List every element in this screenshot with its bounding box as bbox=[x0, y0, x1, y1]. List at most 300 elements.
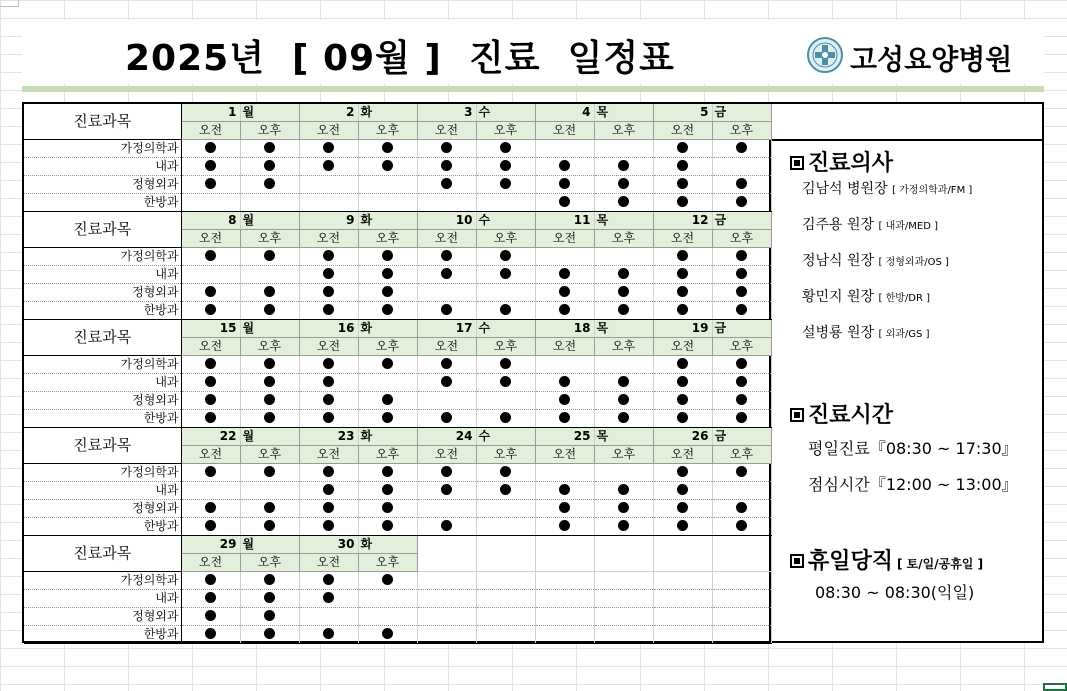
schedule-cell bbox=[653, 464, 712, 482]
schedule-cell bbox=[712, 158, 771, 176]
schedule-cell bbox=[653, 302, 712, 320]
schedule-cell bbox=[240, 572, 299, 590]
available-dot-icon bbox=[618, 376, 629, 387]
sheet-corner[interactable] bbox=[0, 0, 19, 7]
schedule-cell bbox=[181, 194, 240, 212]
schedule-cell bbox=[476, 284, 535, 302]
day-of-week: 금 bbox=[712, 104, 771, 122]
schedule-cell bbox=[181, 374, 240, 392]
available-dot-icon bbox=[205, 610, 216, 621]
available-dot-icon bbox=[500, 160, 511, 171]
schedule-cell bbox=[417, 284, 476, 302]
available-dot-icon bbox=[205, 142, 216, 153]
available-dot-icon bbox=[618, 484, 629, 495]
schedule-cell bbox=[535, 302, 594, 320]
day-number: 19 bbox=[653, 320, 712, 338]
day-number: 17 bbox=[417, 320, 476, 338]
schedule-cell bbox=[594, 284, 653, 302]
schedule-cell bbox=[476, 266, 535, 284]
schedule-cell bbox=[417, 266, 476, 284]
available-dot-icon bbox=[559, 304, 570, 315]
available-dot-icon bbox=[677, 286, 688, 297]
schedule-cell bbox=[476, 626, 535, 644]
schedule-cell bbox=[535, 194, 594, 212]
schedule-cell bbox=[299, 356, 358, 374]
doctor-dept: [ 한방/DR ] bbox=[878, 293, 931, 304]
subject-label: 정형외과 bbox=[24, 284, 181, 302]
afternoon-label: 오후 bbox=[594, 230, 653, 248]
available-dot-icon bbox=[205, 502, 216, 513]
available-dot-icon bbox=[205, 592, 216, 603]
schedule-cell bbox=[358, 356, 417, 374]
schedule-cell bbox=[358, 374, 417, 392]
afternoon-label: 오후 bbox=[712, 122, 771, 140]
available-dot-icon bbox=[264, 610, 275, 621]
afternoon-label: 오후 bbox=[358, 338, 417, 356]
schedule-cell bbox=[358, 176, 417, 194]
schedule-cell bbox=[299, 374, 358, 392]
schedule-cell bbox=[240, 140, 299, 158]
available-dot-icon bbox=[264, 466, 275, 477]
available-dot-icon bbox=[323, 466, 334, 477]
schedule-cell bbox=[476, 158, 535, 176]
schedule-cell bbox=[299, 608, 358, 626]
available-dot-icon bbox=[677, 394, 688, 405]
available-dot-icon bbox=[736, 502, 747, 513]
schedule-cell bbox=[594, 356, 653, 374]
schedule-cell bbox=[594, 392, 653, 410]
subject-label: 가정의학과 bbox=[24, 248, 181, 266]
available-dot-icon bbox=[677, 304, 688, 315]
cell-cursor[interactable] bbox=[1043, 683, 1067, 691]
subject-label: 가정의학과 bbox=[24, 356, 181, 374]
subject-label: 정형외과 bbox=[24, 176, 181, 194]
schedule-cell bbox=[417, 248, 476, 266]
empty-cell bbox=[712, 536, 771, 554]
schedule-cell bbox=[712, 266, 771, 284]
subject-header: 진료과목 bbox=[24, 320, 181, 356]
subject-label: 내과 bbox=[24, 374, 181, 392]
schedule-cell bbox=[535, 410, 594, 428]
available-dot-icon bbox=[736, 376, 747, 387]
schedule-cell bbox=[181, 626, 240, 644]
available-dot-icon bbox=[205, 304, 216, 315]
schedule-cell bbox=[712, 464, 771, 482]
schedule-cell bbox=[358, 284, 417, 302]
schedule-cell bbox=[181, 482, 240, 500]
schedule-cell bbox=[712, 410, 771, 428]
schedule-cell bbox=[653, 194, 712, 212]
schedule-cell bbox=[535, 392, 594, 410]
morning-label: 오전 bbox=[417, 446, 476, 464]
afternoon-label: 오후 bbox=[240, 338, 299, 356]
day-number: 23 bbox=[299, 428, 358, 446]
schedule-cell bbox=[181, 284, 240, 302]
available-dot-icon bbox=[441, 358, 452, 369]
available-dot-icon bbox=[736, 178, 747, 189]
available-dot-icon bbox=[677, 178, 688, 189]
schedule-cell bbox=[712, 140, 771, 158]
lunch-hours: 점심시간『12:00 ~ 13:00』 bbox=[808, 475, 1018, 494]
schedule-cell bbox=[417, 176, 476, 194]
available-dot-icon bbox=[441, 304, 452, 315]
schedule-cell bbox=[299, 482, 358, 500]
available-dot-icon bbox=[559, 502, 570, 513]
available-dot-icon bbox=[323, 484, 334, 495]
doctor-dept: [ 내과/MED ] bbox=[878, 221, 939, 232]
day-number: 5 bbox=[653, 104, 712, 122]
morning-label: 오전 bbox=[417, 338, 476, 356]
schedule-cell bbox=[535, 176, 594, 194]
available-dot-icon bbox=[677, 502, 688, 513]
schedule-cell bbox=[181, 410, 240, 428]
doctor-entry bbox=[802, 322, 929, 342]
available-dot-icon bbox=[677, 160, 688, 171]
week-table bbox=[24, 212, 772, 320]
empty-cell bbox=[476, 554, 535, 572]
available-dot-icon bbox=[382, 358, 393, 369]
day-number: 11 bbox=[535, 212, 594, 230]
schedule-cell bbox=[476, 464, 535, 482]
available-dot-icon bbox=[323, 628, 334, 639]
subject-label: 한방과 bbox=[24, 302, 181, 320]
afternoon-label: 오후 bbox=[594, 338, 653, 356]
schedule-cell bbox=[417, 518, 476, 536]
empty-cell bbox=[653, 536, 712, 554]
available-dot-icon bbox=[382, 520, 393, 531]
schedule-cell bbox=[417, 140, 476, 158]
schedule-cell bbox=[712, 284, 771, 302]
schedule-cell bbox=[712, 302, 771, 320]
morning-label: 오전 bbox=[417, 230, 476, 248]
schedule-cell bbox=[358, 410, 417, 428]
day-of-week: 금 bbox=[712, 212, 771, 230]
schedule-cell bbox=[712, 518, 771, 536]
schedule-cell bbox=[358, 518, 417, 536]
schedule-cell bbox=[299, 572, 358, 590]
schedule-cell bbox=[712, 194, 771, 212]
schedule-cell bbox=[358, 302, 417, 320]
available-dot-icon bbox=[323, 376, 334, 387]
schedule-cell bbox=[417, 392, 476, 410]
schedule-cell bbox=[240, 176, 299, 194]
week-table bbox=[24, 428, 772, 536]
morning-label: 오전 bbox=[535, 122, 594, 140]
available-dot-icon bbox=[264, 628, 275, 639]
available-dot-icon bbox=[382, 502, 393, 513]
day-number: 9 bbox=[299, 212, 358, 230]
available-dot-icon bbox=[205, 358, 216, 369]
weekday-hours: 평일진료『08:30 ~ 17:30』 bbox=[808, 439, 1018, 458]
schedule-cell bbox=[181, 266, 240, 284]
schedule-cell bbox=[535, 266, 594, 284]
afternoon-label: 오후 bbox=[712, 338, 771, 356]
available-dot-icon bbox=[441, 142, 452, 153]
schedule-cell bbox=[535, 140, 594, 158]
available-dot-icon bbox=[677, 376, 688, 387]
subject-label: 내과 bbox=[24, 590, 181, 608]
schedule-cell bbox=[653, 482, 712, 500]
day-of-week: 목 bbox=[594, 320, 653, 338]
schedule-cell bbox=[240, 302, 299, 320]
schedule-cell bbox=[240, 590, 299, 608]
available-dot-icon bbox=[382, 286, 393, 297]
morning-label: 오전 bbox=[535, 446, 594, 464]
schedule-cell bbox=[535, 590, 594, 608]
morning-label: 오전 bbox=[299, 554, 358, 572]
schedule-cell bbox=[299, 464, 358, 482]
available-dot-icon bbox=[677, 484, 688, 495]
schedule-cell bbox=[240, 500, 299, 518]
schedule-cell bbox=[712, 590, 771, 608]
schedule-cell bbox=[476, 176, 535, 194]
schedule-cell bbox=[653, 572, 712, 590]
empty-cell bbox=[594, 554, 653, 572]
available-dot-icon bbox=[205, 160, 216, 171]
schedule-cell bbox=[240, 410, 299, 428]
schedule-cell bbox=[240, 392, 299, 410]
schedule-cell bbox=[594, 572, 653, 590]
schedule-cell bbox=[653, 356, 712, 374]
afternoon-label: 오후 bbox=[240, 230, 299, 248]
available-dot-icon bbox=[559, 160, 570, 171]
subject-label: 한방과 bbox=[24, 410, 181, 428]
available-dot-icon bbox=[205, 178, 216, 189]
day-number: 10 bbox=[417, 212, 476, 230]
available-dot-icon bbox=[382, 574, 393, 585]
available-dot-icon bbox=[323, 502, 334, 513]
schedule-cell bbox=[240, 284, 299, 302]
schedule-cell bbox=[240, 608, 299, 626]
available-dot-icon bbox=[323, 268, 334, 279]
schedule-cell bbox=[240, 194, 299, 212]
schedule-cell bbox=[594, 518, 653, 536]
schedule-cell bbox=[653, 248, 712, 266]
schedule-cell bbox=[240, 482, 299, 500]
day-of-week: 수 bbox=[476, 320, 535, 338]
day-of-week: 수 bbox=[476, 428, 535, 446]
available-dot-icon bbox=[441, 250, 452, 261]
available-dot-icon bbox=[382, 484, 393, 495]
schedule-cell bbox=[299, 194, 358, 212]
subject-header: 진료과목 bbox=[24, 428, 181, 464]
subject-label: 정형외과 bbox=[24, 608, 181, 626]
schedule-cell bbox=[358, 140, 417, 158]
morning-label: 오전 bbox=[535, 338, 594, 356]
schedule-cell bbox=[535, 518, 594, 536]
schedule-cell bbox=[594, 302, 653, 320]
schedule-cell bbox=[476, 500, 535, 518]
schedule-cell bbox=[476, 356, 535, 374]
afternoon-label: 오후 bbox=[358, 122, 417, 140]
week-table bbox=[24, 104, 772, 212]
subject-label: 한방과 bbox=[24, 518, 181, 536]
morning-label: 오전 bbox=[181, 122, 240, 140]
available-dot-icon bbox=[736, 250, 747, 261]
schedule-cell bbox=[594, 410, 653, 428]
morning-label: 오전 bbox=[181, 338, 240, 356]
schedule-cell bbox=[358, 608, 417, 626]
schedule-cell bbox=[299, 392, 358, 410]
day-number: 26 bbox=[653, 428, 712, 446]
doctor-entry bbox=[802, 250, 949, 270]
day-number: 30 bbox=[299, 536, 358, 554]
doctor-dept: [ 가정의학과/FM ] bbox=[892, 185, 973, 196]
schedule-cell bbox=[535, 626, 594, 644]
day-of-week: 수 bbox=[476, 212, 535, 230]
schedule-cell bbox=[594, 248, 653, 266]
schedule-cell bbox=[417, 500, 476, 518]
available-dot-icon bbox=[559, 196, 570, 207]
available-dot-icon bbox=[323, 250, 334, 261]
afternoon-label: 오후 bbox=[240, 122, 299, 140]
available-dot-icon bbox=[736, 196, 747, 207]
schedule-cell bbox=[594, 590, 653, 608]
available-dot-icon bbox=[500, 304, 511, 315]
available-dot-icon bbox=[264, 178, 275, 189]
day-number: 12 bbox=[653, 212, 712, 230]
schedule-cell bbox=[181, 302, 240, 320]
schedule-cell bbox=[417, 356, 476, 374]
day-of-week: 목 bbox=[594, 104, 653, 122]
available-dot-icon bbox=[264, 376, 275, 387]
schedule-cell bbox=[299, 518, 358, 536]
morning-label: 오전 bbox=[535, 230, 594, 248]
schedule-cell bbox=[594, 158, 653, 176]
available-dot-icon bbox=[205, 394, 216, 405]
schedule-cell bbox=[299, 266, 358, 284]
available-dot-icon bbox=[382, 412, 393, 423]
schedule-cell bbox=[712, 572, 771, 590]
schedule-cell bbox=[712, 392, 771, 410]
afternoon-label: 오후 bbox=[240, 554, 299, 572]
schedule-cell bbox=[594, 176, 653, 194]
schedule-cell bbox=[594, 194, 653, 212]
day-number: 3 bbox=[417, 104, 476, 122]
subject-label: 한방과 bbox=[24, 194, 181, 212]
week-table bbox=[24, 536, 772, 644]
schedule-cell bbox=[181, 248, 240, 266]
available-dot-icon bbox=[205, 412, 216, 423]
day-number: 2 bbox=[299, 104, 358, 122]
available-dot-icon bbox=[677, 196, 688, 207]
schedule-cell bbox=[653, 590, 712, 608]
available-dot-icon bbox=[736, 358, 747, 369]
available-dot-icon bbox=[264, 160, 275, 171]
available-dot-icon bbox=[382, 250, 393, 261]
available-dot-icon bbox=[500, 376, 511, 387]
doctor-name: 황민지 원장 bbox=[802, 289, 875, 305]
morning-label: 오전 bbox=[299, 230, 358, 248]
day-of-week: 월 bbox=[240, 428, 299, 446]
available-dot-icon bbox=[500, 178, 511, 189]
available-dot-icon bbox=[736, 304, 747, 315]
afternoon-label: 오후 bbox=[712, 230, 771, 248]
afternoon-label: 오후 bbox=[476, 122, 535, 140]
day-of-week: 금 bbox=[712, 428, 771, 446]
schedule-cell bbox=[535, 356, 594, 374]
schedule-cell bbox=[712, 482, 771, 500]
schedule-cell bbox=[240, 518, 299, 536]
doctor-entry bbox=[802, 214, 938, 234]
afternoon-label: 오후 bbox=[358, 230, 417, 248]
available-dot-icon bbox=[736, 520, 747, 531]
day-of-week: 목 bbox=[594, 428, 653, 446]
available-dot-icon bbox=[264, 502, 275, 513]
hospital-name: 고성요양병원 bbox=[850, 43, 1013, 76]
schedule-cell bbox=[476, 248, 535, 266]
available-dot-icon bbox=[736, 268, 747, 279]
available-dot-icon bbox=[736, 466, 747, 477]
day-of-week: 화 bbox=[358, 536, 417, 554]
day-number: 8 bbox=[181, 212, 240, 230]
morning-label: 오전 bbox=[181, 230, 240, 248]
day-of-week: 월 bbox=[240, 536, 299, 554]
available-dot-icon bbox=[441, 466, 452, 477]
available-dot-icon bbox=[382, 466, 393, 477]
schedule-cell bbox=[712, 176, 771, 194]
doctor-dept: [ 외과/GS ] bbox=[878, 329, 930, 340]
schedule-cell bbox=[181, 176, 240, 194]
morning-label: 오전 bbox=[417, 122, 476, 140]
day-number: 18 bbox=[535, 320, 594, 338]
schedule-cell bbox=[594, 374, 653, 392]
checkbox-square-icon bbox=[790, 554, 804, 568]
available-dot-icon bbox=[618, 520, 629, 531]
schedule-cell bbox=[653, 608, 712, 626]
available-dot-icon bbox=[382, 628, 393, 639]
available-dot-icon bbox=[323, 574, 334, 585]
available-dot-icon bbox=[382, 304, 393, 315]
schedule-cell bbox=[240, 374, 299, 392]
schedule-cell bbox=[712, 626, 771, 644]
afternoon-label: 오후 bbox=[358, 446, 417, 464]
duty-hours: 08:30 ~ 08:30(익일) bbox=[815, 583, 975, 602]
morning-label: 오전 bbox=[653, 230, 712, 248]
available-dot-icon bbox=[264, 394, 275, 405]
schedule-cell bbox=[653, 500, 712, 518]
day-of-week: 수 bbox=[476, 104, 535, 122]
empty-cell bbox=[712, 554, 771, 572]
schedule-cell bbox=[417, 572, 476, 590]
available-dot-icon bbox=[618, 502, 629, 513]
schedule-cell bbox=[712, 374, 771, 392]
hours-heading: 진료시간 bbox=[790, 398, 893, 429]
available-dot-icon bbox=[618, 178, 629, 189]
available-dot-icon bbox=[323, 412, 334, 423]
available-dot-icon bbox=[441, 520, 452, 531]
schedule-cell bbox=[653, 626, 712, 644]
empty-cell bbox=[594, 536, 653, 554]
available-dot-icon bbox=[500, 358, 511, 369]
afternoon-label: 오후 bbox=[358, 554, 417, 572]
schedule-cell bbox=[417, 158, 476, 176]
schedule-cell bbox=[240, 464, 299, 482]
schedule-cell bbox=[535, 608, 594, 626]
schedule-cell bbox=[299, 626, 358, 644]
available-dot-icon bbox=[205, 520, 216, 531]
available-dot-icon bbox=[677, 142, 688, 153]
morning-label: 오전 bbox=[299, 338, 358, 356]
schedule-cell bbox=[358, 266, 417, 284]
available-dot-icon bbox=[500, 484, 511, 495]
page-title: 2025년 [ 09월 ] 진료 일정표 bbox=[125, 38, 675, 79]
doctor-dept: [ 정형외과/OS ] bbox=[878, 257, 949, 268]
schedule-cell bbox=[653, 284, 712, 302]
morning-label: 오전 bbox=[299, 446, 358, 464]
morning-label: 오전 bbox=[653, 122, 712, 140]
available-dot-icon bbox=[677, 520, 688, 531]
